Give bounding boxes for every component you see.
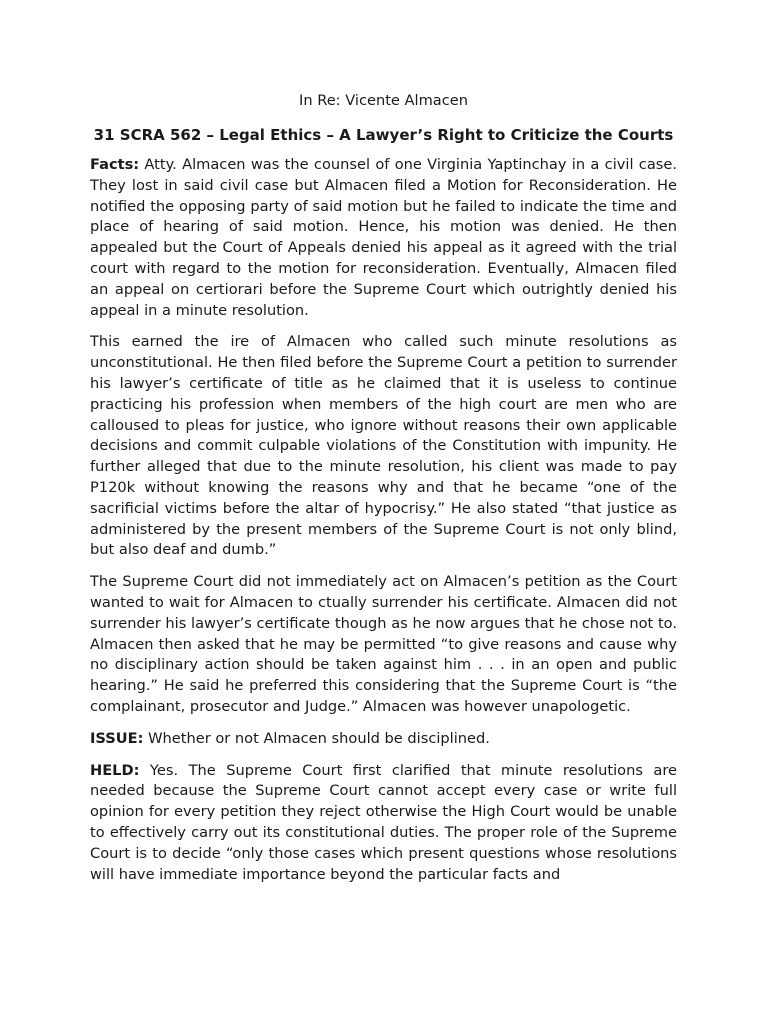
held-label: HELD: [90,761,140,779]
document-title: In Re: Vicente Almacen [299,92,468,109]
document-subtitle: 31 SCRA 562 – Legal Ethics – A Lawyer’s Right to Criticize the Courts [93,126,674,144]
issue-paragraph [90,729,677,750]
held-text: Yes. The Supreme Court first clarified that minute resolutions are needed because the Supreme Court cannot accept every case or write full opinion for every petition they reject otherwise the High Court would be unable to effectively carry out its constitutional duties. The proper role of the Supreme Court is to decide “only those cases which present questions whose resolutions will have immediate importance beyond the particular facts and [90,761,677,883]
held-paragraph [90,761,677,886]
issue-text: Whether or not Almacen should be disciplined. [143,729,490,747]
paragraph-2: This earned the ire of Almacen who called such minute resolutions as unconstitutional. He then filed before the Supreme Court a petition to surrender his lawyer’s certificate of title as he claimed that it is useless to continue practicing his profession when members of the high court are men who are calloused to pleas for justice, who ignore without reasons their own applicable decisions and commit culpable violations of the Constitution with impunity. He further alleged that due to the minute resolution, his client was made to pay P120k without knowing the reasons why and that he became “one of the sacrificial victims before the altar of hypocrisy.” He also stated “that justice as administered by the present members of the Supreme Court is not only blind, but also deaf and dumb.” [90,333,677,559]
paragraph-3: The Supreme Court did not immediately act on Almacen’s petition as the Court wanted to wait for Almacen to ctually surrender his certificate. Almacen did not surrender his lawyer’s certificate though as he now argues that he chose not to. Almacen then asked that he may be permitted “to give reasons and cause why no disciplinary action should be taken against him . . . in an open and public hearing.” He said he preferred this considering that the Supreme Court is “the complainant, prosecutor and Judge.” Almacen was however unapologetic. [90,573,677,715]
facts-text: Atty. Almacen was the counsel of one Virginia Yaptinchay in a civil case. They lost in said civil case but Almacen filed a Motion for Reconsideration. He notified the opposing party of said motion but he failed to indicate the time and place of hearing of said motion. Hence, his motion was denied. He then appealed but the Court of Appeals denied his appeal as it agreed with the trial court with regard to the motion for reconsideration. Eventually, Almacen filed an appeal on certiorari before the Supreme Court which outrightly denied his appeal in a minute resolution. [90,156,677,319]
facts-label: Facts: [90,156,140,173]
issue-label: ISSUE: [90,729,144,747]
facts-paragraph [90,155,677,321]
document-page [90,90,677,896]
